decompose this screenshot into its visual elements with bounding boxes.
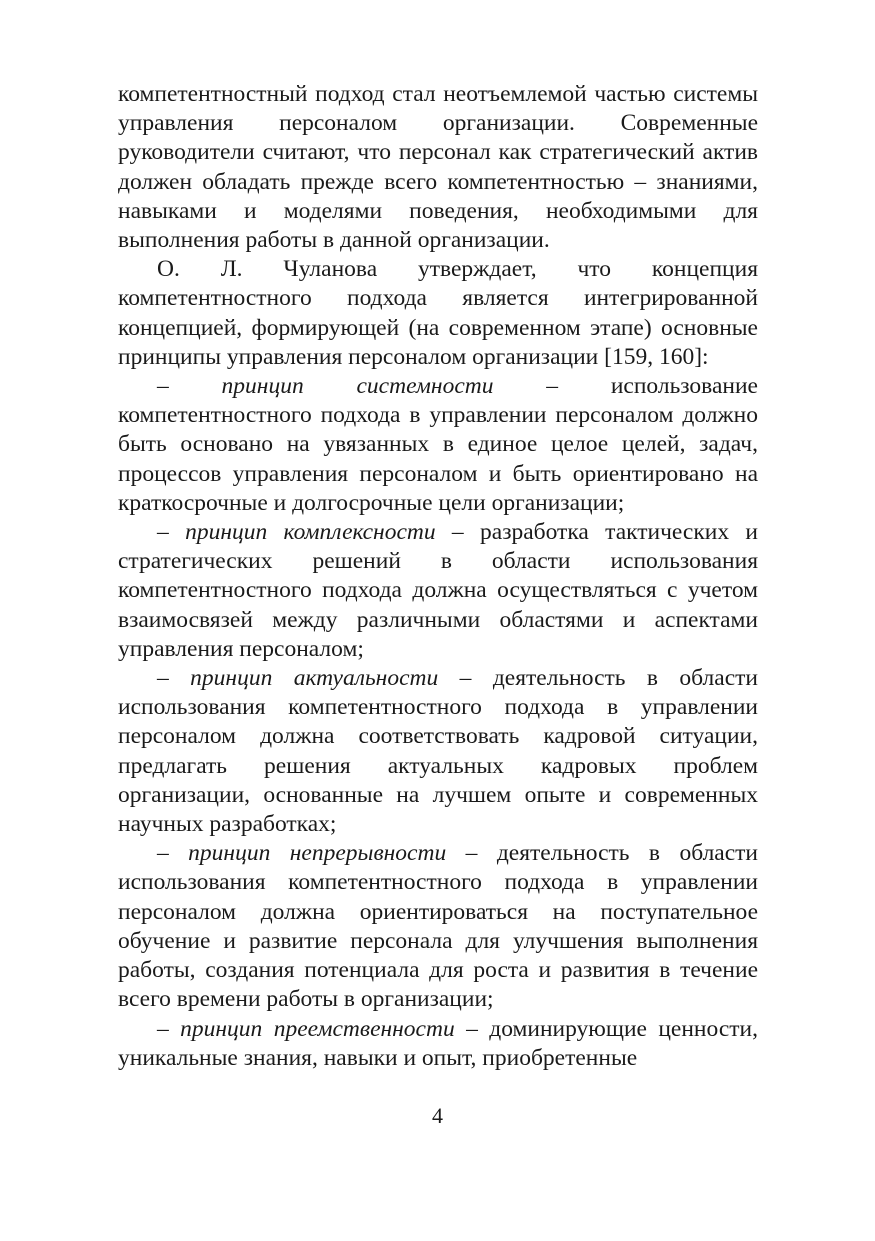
principle-term: – принцип преемственности [157, 1015, 455, 1042]
paragraph-text: компетентностный подход стал неотъемлемой частью системы управления персоналом организации. Современные руководители считают, что персонал как стратегический актив должен обладать прежде всего компетентностью – знаниями, навыками и моделями поведения, необходимыми для выполнения работы в данной организации. [118, 81, 758, 254]
principle-description: – использование компетентностного подхода в управлении персоналом должно быть основано на увязанных в единое целое целей, задач, процессов управления персоналом и быть ориентировано на краткосрочные и долгосрочные цели организации; [118, 373, 758, 516]
principle-description: – разработка тактических и стратегических решений в области использования компетентностного подхода должна осуществляться с учетом взаимосвязей между различными областями и аспектами управления персоналом; [118, 519, 758, 662]
paragraph-intro-continuation [118, 80, 758, 255]
principle-systemic [118, 372, 758, 518]
principle-continuity [118, 839, 758, 1014]
principle-relevance [118, 664, 758, 839]
principle-description: – деятельность в области использования компетентностного подхода в управлении персоналом должна соответствовать кадровой ситуации, предлагать решения актуальных кадровых проблем организации, основанные на лучшем опыте и современных научных разработках; [118, 665, 758, 838]
paragraph-text: О. Л. Чуланова утверждает, что концепция компетентностного подхода является интегрированной концепцией, формирующей (на современном этапе) основные принципы управления персоналом организации [159, 160]: [118, 256, 758, 370]
principle-term: – принцип актуальности [157, 665, 439, 692]
page-number: 4 [432, 1103, 443, 1128]
principle-description: – доминирующие ценности, уникальные знания, навыки и опыт, приобретенные [118, 1015, 758, 1071]
principle-succession [118, 1015, 758, 1073]
principle-term: – принцип системности [157, 373, 494, 400]
principle-term: – принцип комплексности [157, 519, 436, 546]
principle-description: – деятельность в области использования компетентностного подхода в управлении персоналом должна ориентироваться на поступательное обучение и развитие персонала для улучшения выполнения работы, создания потенциала для роста и развития в течение всего времени работы в организации; [118, 840, 758, 1013]
page-body [118, 80, 758, 1073]
principle-complexity [118, 518, 758, 664]
paragraph-chulanova [118, 255, 758, 372]
principle-term: – принцип непрерывности [157, 840, 447, 867]
